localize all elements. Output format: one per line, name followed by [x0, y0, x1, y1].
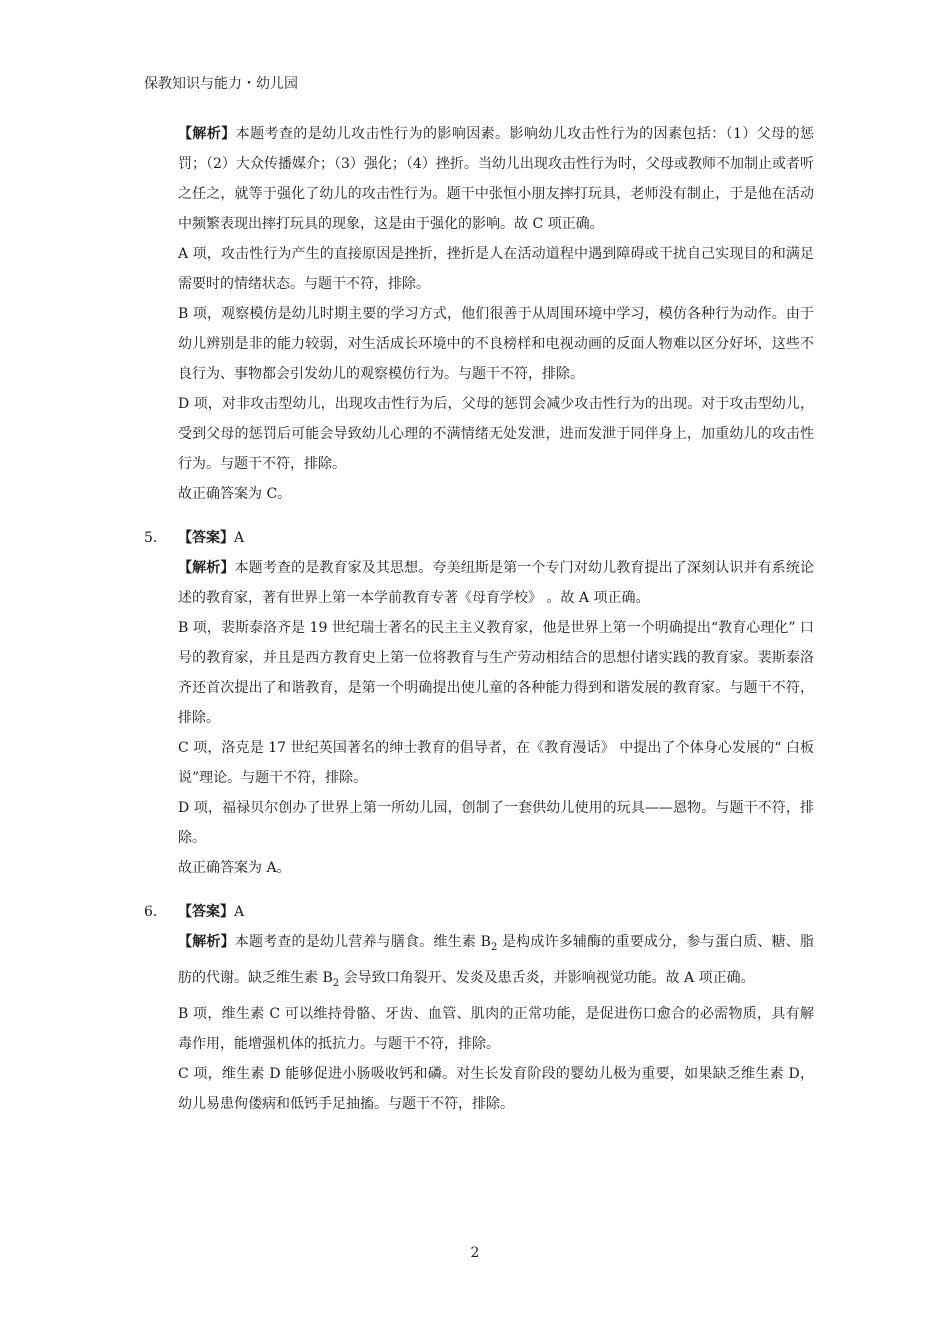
question-5: [144, 523, 814, 883]
conclusion-paragraph: 故正确答案为 A。: [178, 860, 291, 876]
question-number: 5．: [144, 530, 167, 546]
answer-tag: 【答案】: [178, 904, 234, 920]
analysis-paragraph: B 项，观察模仿是幼儿时期主要的学习方式，他们很善于从周围环境中学习，模仿各种行为动作。由于幼儿辨别是非的能力较弱，对生活成长环境中的不良榜样和电视动画的反面人物难以区分好坏，这些不良行为、事物都会引发幼儿的观察模仿行为。与题干不符，排除。: [178, 306, 814, 382]
answer-value: A: [234, 904, 245, 920]
analysis-paragraph: B 项，维生素 C 可以维持骨骼、牙齿、血管、肌肉的正常功能，是促进伤口愈合的必需物质，具有解毒作用，能增强机体的抵抗力。与题干不符，排除。: [178, 1005, 814, 1052]
answer-line: [144, 523, 814, 553]
analysis-tag: 【解析】: [178, 126, 236, 142]
continued-analysis: [178, 119, 814, 509]
page-number: 2: [470, 1245, 480, 1261]
page-header: 保教知识与能力・幼儿园: [144, 76, 298, 92]
analysis-paragraph: C 项，洛克是 17 世纪英国著名的绅士教育的倡导者，在《教育漫话》 中提出了个体身心发展的“ 白板说”理论。与题干不符，排除。: [178, 740, 814, 786]
subscript: 2: [332, 977, 340, 989]
question-number: 6．: [144, 904, 167, 920]
analysis-paragraph: D 项，对非攻击型幼儿，出现攻击性行为后，父母的惩罚会减少攻击性行为的出现。对于攻击型幼儿，受到父母的惩罚后可能会导致幼儿心理的不满情绪无处发泄，进而发泄于同伴身上，加重幼儿的攻击性行为。与题干不符，排除。: [178, 396, 814, 472]
page-content: [144, 119, 815, 1119]
analysis-text: 本题考查的是幼儿营养与膳食。维生素 B: [234, 934, 491, 950]
analysis-paragraph: B 项，裴斯泰洛齐是 19 世纪瑞士著名的民主主义教育家，他是世界上第一个明确提出“教育心理化” 口号的教育家，并且是西方教育史上第一位将教育与生产劳动相结合的思想付诸实践的教育家。裴斯泰洛齐还首次提出了和谐教育，是第一个明确提出使儿童的各种能力得到和谐发展的教育家。与题干不符，排除。: [178, 620, 814, 726]
question-6: [144, 897, 814, 1119]
analysis-paragraph: [178, 119, 814, 239]
analysis-tag: 【解析】: [178, 934, 235, 950]
answer-value: A: [234, 530, 245, 546]
analysis-text: 本题考查的是教育家及其思想。夸美纽斯是第一个专门对幼儿教育提出了深刻认识并有系统论述的教育家，著有世界上第一本学前教育专著《母育学校》 。故 A 项正确。: [178, 560, 814, 606]
analysis-text: 是构成许多辅酶的重要成分，参与蛋白质、糖、脂肪的代谢。缺乏维生素 B: [178, 934, 814, 986]
conclusion-paragraph: 故正确答案为 C。: [178, 486, 292, 502]
analysis-text: 本题考查的是幼儿攻击性行为的影响因素。影响幼儿攻击性行为的因素包括：（1）父母的惩罚；（2）大众传播媒介；（3）强化；（4）挫折。当幼儿出现攻击性行为时，父母或教师不加制止或者听之任之，就等于强化了幼儿的攻击性行为。题干中张恒小朋友摔打玩具，老师没有制止，于是他在活动中频繁表现出摔打玩具的现象，这是由于强化的影响。故 C 项正确。: [178, 126, 815, 232]
analysis-paragraph: A 项，攻击性行为产生的直接原因是挫折，挫折是人在活动道程中遇到障碍或干扰自己实现目的和满足需要时的情绪状态。与题干不符，排除。: [178, 246, 814, 292]
analysis-tag: 【解析】: [178, 560, 235, 576]
analysis-paragraph: [178, 927, 814, 999]
analysis-paragraph: D 项，福禄贝尔创办了世界上第一所幼儿园，创制了一套供幼儿使用的玩具——恩物。与题干不符，排除。: [178, 800, 814, 846]
answer-line: [144, 897, 814, 927]
subscript: 2: [490, 941, 498, 953]
analysis-paragraph: [178, 553, 814, 613]
analysis-paragraph: C 项，维生素 D 能够促进小肠吸收钙和磷。对生长发育阶段的婴幼儿极为重要，如果缺乏维生素 D，幼儿易患佝偻病和低钙手足抽搐。与题干不符，排除。: [178, 1065, 814, 1112]
answer-tag: 【答案】: [178, 530, 234, 546]
analysis-text: 会导致口角裂开、发炎及患舌炎，并影响视觉功能。故 A 项正确。: [339, 969, 755, 986]
